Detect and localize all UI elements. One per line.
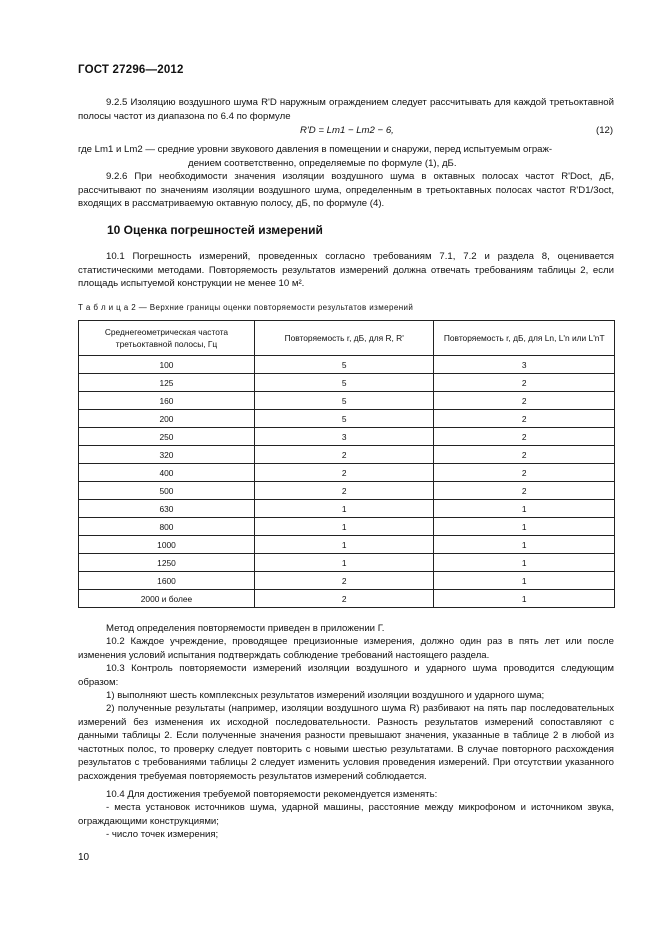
table-row [79,482,615,500]
cell-repeat-r: 5 [254,410,434,428]
cell-frequency: 320 [79,446,255,464]
legend-line-2: дением соответственно, определяемые по формуле (1), дБ. [188,157,457,169]
cell-frequency: 200 [79,410,255,428]
cell-repeat-r: 2 [254,590,434,608]
cell-frequency: 1250 [79,554,255,572]
table-header-row [79,321,615,356]
cell-frequency: 2000 и более [79,590,255,608]
table-row [79,374,615,392]
cell-repeat-ln: 2 [434,464,615,482]
table-row [79,464,615,482]
table-row [79,536,615,554]
header-repeat-ln: Повторяемость r, дБ, для Ln, L'n или L'nT [434,321,615,356]
formula-12: R'D = Lm1 − Lm2 − 6, [300,125,394,136]
cell-frequency: 250 [79,428,255,446]
page-number: 10 [78,852,90,863]
table-row [79,500,615,518]
cell-frequency: 1000 [79,536,255,554]
table-row [79,356,615,374]
section-heading: 10 Оценка погрешностей измерений [107,223,323,237]
header-repeat-r: Повторяемость r, дБ, для R, R' [254,321,434,356]
cell-frequency: 125 [79,374,255,392]
cell-repeat-ln: 2 [434,482,615,500]
table-row [79,446,615,464]
cell-repeat-ln: 2 [434,410,615,428]
cell-frequency: 160 [79,392,255,410]
cell-repeat-r: 2 [254,464,434,482]
cell-repeat-ln: 1 [434,590,615,608]
cell-frequency: 1600 [79,572,255,590]
paragraph-10-3: 10.3 Контроль повторяемости измерений изоляции воздушного и ударного шума проводится следующим образом: [78,663,614,688]
document-header: ГОСТ 27296—2012 [78,64,184,76]
paragraph-10-1: 10.1 Погрешность измерений, проведенных согласно требованиям 7.1, 7.2 и раздела 8, оценивается статистическими методами. Повторяемость результатов измерений должна отвечать требованиям таблицы 2, если площадь испытуемой конструкции не менее 10 м². [78,251,614,289]
table-row [79,518,615,536]
paragraph-9-2-6: 9.2.6 При необходимости значения изоляции воздушного шума в октавных полосах частот R'Doct, дБ, рассчитывают по значениям изоляции воздушного шума, определенным в третьоктавных полосах частот R'D1/3oct, входящих в рассматриваемую октавную полосу, дБ, по формуле (4). [78,171,614,209]
cell-repeat-ln: 2 [434,392,615,410]
cell-frequency: 100 [79,356,255,374]
cell-repeat-ln: 2 [434,428,615,446]
cell-repeat-ln: 1 [434,518,615,536]
paragraph-10-3-item-2: 2) полученные результаты (например, изоляции воздушного шума R) разбивают на пять пар последовательных измерений без изменения их исходной последовательности. Разность результатов измерений сопоставляют с данными таблицы 2. Если полученные значения разности превышают значения, указанные в таблице 2 в любой из частотных полос, то проверку следует повторить с новыми шестью результатами. В случае повторного расхождения результатов с требованиями таблицы 2 следует изменить условия проведения измерений. При отсутствии указанного расхождения требуемая повторяемость результатов измерений соблюдается. [78,703,614,782]
table-row [79,554,615,572]
cell-repeat-r: 2 [254,572,434,590]
cell-repeat-ln: 3 [434,356,615,374]
paragraph-10-4: 10.4 Для достижения требуемой повторяемости рекомендуется изменять: [106,789,438,800]
cell-repeat-r: 1 [254,536,434,554]
cell-repeat-ln: 1 [434,500,615,518]
cell-repeat-r: 5 [254,374,434,392]
cell-repeat-ln: 1 [434,572,615,590]
cell-repeat-r: 1 [254,518,434,536]
cell-repeat-ln: 2 [434,446,615,464]
cell-repeat-ln: 2 [434,374,615,392]
cell-repeat-r: 5 [254,392,434,410]
table-caption: Т а б л и ц а 2 — Верхние границы оценки повторяемости результатов измерений [78,303,414,312]
cell-repeat-r: 3 [254,428,434,446]
cell-repeat-ln: 1 [434,536,615,554]
paragraph-10-2: 10.2 Каждое учреждение, проводящее прецизионные измерения, должно один раз в пять лет или после изменения условий испытания подтверждать соблюдение требований настоящего раздела. [78,636,614,661]
table-row [79,392,615,410]
paragraph-10-4-item-2: - число точек измерения; [106,829,219,840]
cell-frequency: 400 [79,464,255,482]
table-row [79,428,615,446]
table-row [79,410,615,428]
cell-frequency: 630 [79,500,255,518]
header-frequency: Среднегеометрическая частота третьоктавной полосы, Гц [79,321,255,356]
table-row [79,572,615,590]
paragraph-10-3-item-1: 1) выполняют шесть комплексных результатов измерений изоляции воздушного и ударного шума; [106,690,545,701]
cell-repeat-r: 2 [254,446,434,464]
formula-legend [78,143,614,170]
paragraph-9-2-5: 9.2.5 Изоляцию воздушного шума R'D наружным ограждением следует рассчитывать для каждой третьоктавной полосы частот из диапазона по 6.4 по формуле [78,97,614,122]
cell-repeat-r: 1 [254,554,434,572]
cell-repeat-r: 1 [254,500,434,518]
table-row [79,590,615,608]
repeatability-table [78,320,615,608]
cell-repeat-r: 2 [254,482,434,500]
cell-repeat-r: 5 [254,356,434,374]
cell-frequency: 500 [79,482,255,500]
cell-frequency: 800 [79,518,255,536]
legend-line-1: где Lm1 и Lm2 — средние уровни звукового давления в помещении и снаружи, перед испытуемым ограж- [78,144,553,155]
cell-repeat-ln: 1 [434,554,615,572]
formula-number: (12) [596,125,614,136]
method-note: Метод определения повторяемости приведен в приложении Г. [106,623,385,634]
paragraph-10-4-item-1: - места установок источников шума, ударной машины, расстояние между микрофоном и источником звука, ограждающими конструкциями; [78,802,614,827]
